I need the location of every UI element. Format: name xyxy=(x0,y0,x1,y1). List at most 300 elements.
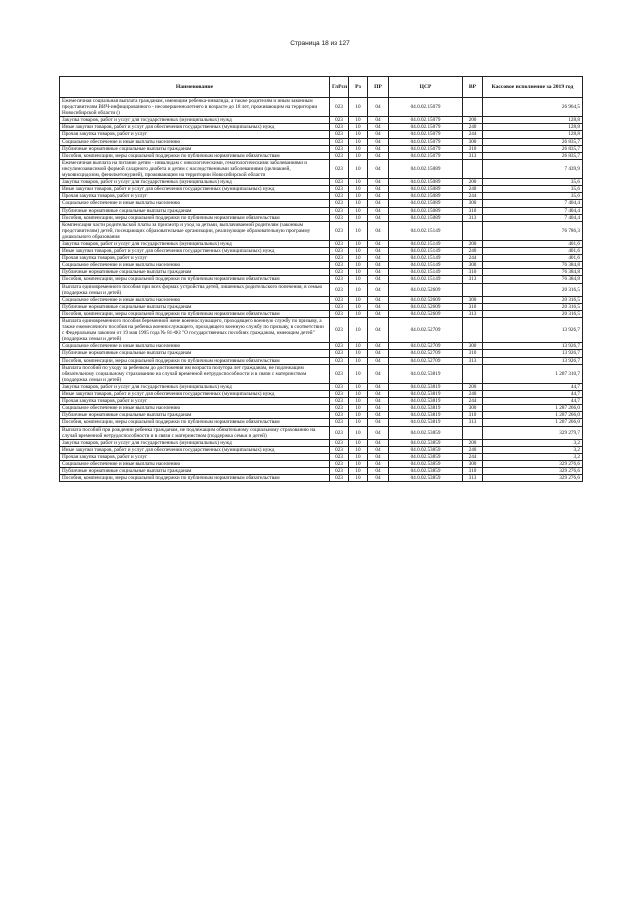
row-vr-cell xyxy=(463,283,483,296)
row-name-cell: Иные закупки товаров, работ и услуг для обеспечения государственных (муниципальных) нужд xyxy=(60,391,330,398)
table-row xyxy=(60,310,583,317)
row-amount-cell: 26 835,7 xyxy=(483,152,583,159)
row-vr-cell: 240 xyxy=(463,248,483,255)
table-row xyxy=(60,419,583,426)
row-grp-cell: 023 xyxy=(330,446,349,453)
row-pr-cell: 04 xyxy=(368,193,389,200)
row-pr-cell: 04 xyxy=(368,262,389,269)
column-header-rz: Рз xyxy=(349,77,368,98)
row-grp-cell: 023 xyxy=(330,460,349,467)
row-csr-cell: 04.0.02.15079 xyxy=(389,124,463,131)
row-pr-cell: 04 xyxy=(368,383,389,390)
row-grp-cell: 023 xyxy=(330,221,349,240)
row-grp-cell: 023 xyxy=(330,152,349,159)
row-amount-cell: 76 384,8 xyxy=(483,276,583,283)
column-header-pr: ПР xyxy=(368,77,389,98)
row-name-cell: Закупка товаров, работ и услуг для государственных (муниципальных) нужд xyxy=(60,383,330,390)
row-grp-cell: 023 xyxy=(330,343,349,350)
row-name-cell: Закупка товаров, работ и услуг для государственных (муниципальных) нужд xyxy=(60,240,330,247)
row-name-cell: Закупка товаров, работ и услуг для государственных (муниципальных) нужд xyxy=(60,179,330,186)
row-name-cell: Прочая закупка товаров, работ и услуг xyxy=(60,131,330,138)
row-csr-cell: 04.0.02.15149 xyxy=(389,262,463,269)
row-amount-cell: 1 287 266,0 xyxy=(483,412,583,419)
row-pr-cell: 04 xyxy=(368,412,389,419)
row-csr-cell: 04.0.02.53819 xyxy=(389,419,463,426)
row-name-cell: Социальное обеспечение и иные выплаты населению xyxy=(60,343,330,350)
row-vr-cell: 310 xyxy=(463,303,483,310)
row-vr-cell xyxy=(463,426,483,439)
row-amount-cell: 44,7 xyxy=(483,391,583,398)
row-grp-cell: 023 xyxy=(330,419,349,426)
row-vr-cell: 300 xyxy=(463,405,483,412)
row-csr-cell: 04.0.02.15089 xyxy=(389,207,463,214)
table-row xyxy=(60,364,583,383)
table-row xyxy=(60,412,583,419)
row-name-cell: Социальное обеспечение и иные выплаты населению xyxy=(60,200,330,207)
row-rz-cell: 10 xyxy=(349,248,368,255)
row-name-cell: Социальное обеспечение и иные выплаты населению xyxy=(60,405,330,412)
row-name-cell: Иные закупки товаров, работ и услуг для обеспечения государственных (муниципальных) нужд xyxy=(60,248,330,255)
row-name-cell: Публичные нормативные социальные выплаты гражданам xyxy=(60,350,330,357)
row-amount-cell: 401,6 xyxy=(483,240,583,247)
budget-table xyxy=(59,76,583,482)
row-grp-cell: 023 xyxy=(330,255,349,262)
row-grp-cell: 023 xyxy=(330,383,349,390)
row-csr-cell: 04.0.02.15149 xyxy=(389,221,463,240)
row-pr-cell: 04 xyxy=(368,303,389,310)
table-row xyxy=(60,200,583,207)
row-rz-cell: 10 xyxy=(349,419,368,426)
row-vr-cell xyxy=(463,221,483,240)
row-amount-cell: 329 276,6 xyxy=(483,468,583,475)
row-pr-cell: 04 xyxy=(368,405,389,412)
row-csr-cell: 04.0.02.15079 xyxy=(389,131,463,138)
row-vr-cell xyxy=(463,159,483,178)
row-vr-cell: 244 xyxy=(463,193,483,200)
row-csr-cell: 04.0.02.53859 xyxy=(389,446,463,453)
row-pr-cell: 04 xyxy=(368,152,389,159)
row-name-cell: Иные закупки товаров, работ и услуг для обеспечения государственных (муниципальных) нужд xyxy=(60,446,330,453)
table-row xyxy=(60,159,583,178)
table-row xyxy=(60,193,583,200)
row-grp-cell: 023 xyxy=(330,283,349,296)
row-rz-cell: 10 xyxy=(349,475,368,482)
row-vr-cell: 313 xyxy=(463,214,483,221)
row-vr-cell: 310 xyxy=(463,145,483,152)
row-amount-cell: 3,2 xyxy=(483,453,583,460)
row-rz-cell: 10 xyxy=(349,412,368,419)
row-vr-cell xyxy=(463,318,483,343)
row-name-cell: Выплата единовременного пособия беременной жене военнослужащего, проходящего военную службу по призыву, а также ежемесячного пособия на ребенка военнослужащего, проходящего военную службу по призыву, в соответствии с Федеральным законом от 19 мая 1995 года № 81-ФЗ "О государственных пособиях гражданам, имеющим детей" (поддержка семьи и детей) xyxy=(60,318,330,343)
row-grp-cell: 023 xyxy=(330,145,349,152)
row-grp-cell: 023 xyxy=(330,426,349,439)
table-row xyxy=(60,269,583,276)
row-pr-cell: 04 xyxy=(368,240,389,247)
column-header-vr: ВР xyxy=(463,77,483,98)
row-name-cell: Иные закупки товаров, работ и услуг для обеспечения государственных (муниципальных) нужд xyxy=(60,124,330,131)
row-grp-cell: 023 xyxy=(330,159,349,178)
row-rz-cell: 10 xyxy=(349,453,368,460)
row-rz-cell: 10 xyxy=(349,398,368,405)
row-amount-cell: 128,8 xyxy=(483,124,583,131)
column-header-grp: ГлРсп xyxy=(330,77,349,98)
table-row xyxy=(60,453,583,460)
row-vr-cell: 200 xyxy=(463,117,483,124)
row-amount-cell: 44,7 xyxy=(483,398,583,405)
row-pr-cell: 04 xyxy=(368,255,389,262)
row-vr-cell: 313 xyxy=(463,310,483,317)
row-pr-cell: 04 xyxy=(368,460,389,467)
table-row xyxy=(60,357,583,364)
table-row xyxy=(60,468,583,475)
row-vr-cell: 310 xyxy=(463,207,483,214)
table-header-row xyxy=(60,77,583,98)
table-row xyxy=(60,98,583,117)
row-grp-cell: 023 xyxy=(330,350,349,357)
row-rz-cell: 10 xyxy=(349,446,368,453)
row-amount-cell: 76 384,8 xyxy=(483,262,583,269)
row-amount-cell: 3,2 xyxy=(483,439,583,446)
row-csr-cell: 04.0.02.15079 xyxy=(389,145,463,152)
row-amount-cell: 3,2 xyxy=(483,446,583,453)
row-pr-cell: 04 xyxy=(368,131,389,138)
row-pr-cell: 04 xyxy=(368,124,389,131)
row-vr-cell: 200 xyxy=(463,179,483,186)
row-vr-cell: 244 xyxy=(463,398,483,405)
row-amount-cell: 401,6 xyxy=(483,248,583,255)
row-pr-cell: 04 xyxy=(368,200,389,207)
row-rz-cell: 10 xyxy=(349,138,368,145)
row-pr-cell: 04 xyxy=(368,318,389,343)
row-vr-cell: 240 xyxy=(463,186,483,193)
row-name-cell: Выплата пособий по уходу за ребенком до достижения им возраста полутора лет гражданам, не подлежащим обязательному социальному страхованию на случай временной нетрудоспособности и в связи с материнством (поддержка семьи и детей) xyxy=(60,364,330,383)
table-row xyxy=(60,152,583,159)
row-vr-cell: 313 xyxy=(463,419,483,426)
row-pr-cell: 04 xyxy=(368,310,389,317)
row-vr-cell: 200 xyxy=(463,439,483,446)
row-name-cell: Ежемесячная социальная выплата гражданам, имеющим ребенка-инвалида, а также родителям и иным законным представителям ВИЧ-инфицированного - несовершеннолетнего в возрасте до 18 лет, проживающим на территории Новосибирской области () xyxy=(60,98,330,117)
table-row xyxy=(60,262,583,269)
row-grp-cell: 023 xyxy=(330,468,349,475)
table-row xyxy=(60,439,583,446)
table-row xyxy=(60,145,583,152)
row-amount-cell: 20 316,5 xyxy=(483,310,583,317)
row-pr-cell: 04 xyxy=(368,145,389,152)
table-row xyxy=(60,138,583,145)
row-pr-cell: 04 xyxy=(368,296,389,303)
row-pr-cell: 04 xyxy=(368,159,389,178)
row-csr-cell: 04.0.02.15079 xyxy=(389,117,463,124)
row-name-cell: Ежемесячная выплата на питание детям - инвалидам с онкологическими, гематологическими заболеваниями и инсулинозависимой формой сахарного диабета и детям с наследственными заболеваниями (целиакией, муковисцидозом, фенилкетонурией), проживающим на территории Новосибирской области xyxy=(60,159,330,178)
row-name-cell: Прочая закупка товаров, работ и услуг xyxy=(60,453,330,460)
row-amount-cell: 26 964,5 xyxy=(483,98,583,117)
page-number-header: Страница 18 из 127 xyxy=(290,40,350,47)
row-csr-cell: 04.0.02.15149 xyxy=(389,269,463,276)
row-amount-cell: 26 835,7 xyxy=(483,138,583,145)
row-vr-cell: 200 xyxy=(463,240,483,247)
row-pr-cell: 04 xyxy=(368,426,389,439)
row-rz-cell: 10 xyxy=(349,240,368,247)
row-grp-cell: 023 xyxy=(330,412,349,419)
row-vr-cell: 313 xyxy=(463,475,483,482)
table-row xyxy=(60,391,583,398)
row-grp-cell: 023 xyxy=(330,276,349,283)
row-pr-cell: 04 xyxy=(368,221,389,240)
row-pr-cell: 04 xyxy=(368,468,389,475)
row-grp-cell: 023 xyxy=(330,391,349,398)
row-amount-cell: 7 404,4 xyxy=(483,207,583,214)
table-row xyxy=(60,214,583,221)
row-csr-cell: 04.0.02.15089 xyxy=(389,186,463,193)
row-rz-cell: 10 xyxy=(349,145,368,152)
table-row xyxy=(60,303,583,310)
row-name-cell: Социальное обеспечение и иные выплаты населению xyxy=(60,262,330,269)
row-pr-cell: 04 xyxy=(368,248,389,255)
row-grp-cell: 023 xyxy=(330,303,349,310)
row-name-cell: Публичные нормативные социальные выплаты гражданам xyxy=(60,207,330,214)
row-grp-cell: 023 xyxy=(330,318,349,343)
row-amount-cell: 329 279,7 xyxy=(483,426,583,439)
row-name-cell: Пособия, компенсации, меры социальной поддержки по публичным нормативным обязательствам xyxy=(60,419,330,426)
row-pr-cell: 04 xyxy=(368,350,389,357)
row-rz-cell: 10 xyxy=(349,193,368,200)
row-rz-cell: 10 xyxy=(349,131,368,138)
column-header-amount: Кассовое исполнение за 2019 год xyxy=(483,77,583,98)
row-rz-cell: 10 xyxy=(349,318,368,343)
row-vr-cell: 300 xyxy=(463,200,483,207)
row-vr-cell: 240 xyxy=(463,446,483,453)
row-grp-cell: 023 xyxy=(330,117,349,124)
row-csr-cell: 04.0.02.52709 xyxy=(389,357,463,364)
row-amount-cell: 13 926,7 xyxy=(483,318,583,343)
row-pr-cell: 04 xyxy=(368,475,389,482)
row-pr-cell: 04 xyxy=(368,398,389,405)
column-header-csr: ЦСР xyxy=(389,77,463,98)
table-row xyxy=(60,131,583,138)
row-csr-cell: 04.0.02.53859 xyxy=(389,439,463,446)
row-name-cell: Пособия, компенсации, меры социальной поддержки по публичным нормативным обязательствам xyxy=(60,475,330,482)
row-amount-cell: 26 835,7 xyxy=(483,145,583,152)
row-vr-cell: 310 xyxy=(463,350,483,357)
row-rz-cell: 10 xyxy=(349,383,368,390)
row-amount-cell: 76 786,3 xyxy=(483,221,583,240)
row-rz-cell: 10 xyxy=(349,98,368,117)
row-amount-cell: 20 316,5 xyxy=(483,283,583,296)
row-rz-cell: 10 xyxy=(349,426,368,439)
row-grp-cell: 023 xyxy=(330,207,349,214)
table-row xyxy=(60,426,583,439)
row-amount-cell: 35,6 xyxy=(483,179,583,186)
row-grp-cell: 023 xyxy=(330,200,349,207)
row-name-cell: Прочая закупка товаров, работ и услуг xyxy=(60,255,330,262)
row-amount-cell: 128,8 xyxy=(483,131,583,138)
table-row xyxy=(60,460,583,467)
row-vr-cell: 313 xyxy=(463,357,483,364)
row-rz-cell: 10 xyxy=(349,221,368,240)
row-rz-cell: 10 xyxy=(349,152,368,159)
row-name-cell: Закупка товаров, работ и услуг для государственных (муниципальных) нужд xyxy=(60,439,330,446)
row-name-cell: Социальное обеспечение и иные выплаты населению xyxy=(60,296,330,303)
table-row xyxy=(60,296,583,303)
column-header-name: Наименование xyxy=(60,77,330,98)
row-grp-cell: 023 xyxy=(330,405,349,412)
row-vr-cell: 200 xyxy=(463,383,483,390)
row-vr-cell: 244 xyxy=(463,131,483,138)
row-csr-cell: 04.0.02.52709 xyxy=(389,343,463,350)
row-csr-cell: 04.0.02.52709 xyxy=(389,318,463,343)
row-pr-cell: 04 xyxy=(368,186,389,193)
row-rz-cell: 10 xyxy=(349,269,368,276)
row-vr-cell: 244 xyxy=(463,453,483,460)
row-csr-cell: 04.0.02.15089 xyxy=(389,179,463,186)
row-name-cell: Публичные нормативные социальные выплаты гражданам xyxy=(60,412,330,419)
row-csr-cell: 04.0.02.15079 xyxy=(389,138,463,145)
row-rz-cell: 10 xyxy=(349,460,368,467)
row-rz-cell: 10 xyxy=(349,364,368,383)
row-rz-cell: 10 xyxy=(349,310,368,317)
row-pr-cell: 04 xyxy=(368,214,389,221)
table-row xyxy=(60,248,583,255)
row-vr-cell: 300 xyxy=(463,460,483,467)
row-rz-cell: 10 xyxy=(349,179,368,186)
table-row xyxy=(60,240,583,247)
row-grp-cell: 023 xyxy=(330,240,349,247)
row-rz-cell: 10 xyxy=(349,343,368,350)
row-pr-cell: 04 xyxy=(368,117,389,124)
row-rz-cell: 10 xyxy=(349,207,368,214)
row-name-cell: Выплата пособий при рождении ребенка гражданам, не подлежащим обязательному социальному страхованию на случай временной нетрудоспособности и в связи с материнством (поддержка семьи и детей) xyxy=(60,426,330,439)
row-csr-cell: 04.0.02.15149 xyxy=(389,248,463,255)
row-pr-cell: 04 xyxy=(368,276,389,283)
row-pr-cell: 04 xyxy=(368,343,389,350)
row-rz-cell: 10 xyxy=(349,200,368,207)
row-grp-cell: 023 xyxy=(330,364,349,383)
row-rz-cell: 10 xyxy=(349,357,368,364)
row-rz-cell: 10 xyxy=(349,214,368,221)
row-pr-cell: 04 xyxy=(368,138,389,145)
row-name-cell: Пособия, компенсации, меры социальной поддержки по публичным нормативным обязательствам xyxy=(60,214,330,221)
table-row xyxy=(60,318,583,343)
row-rz-cell: 10 xyxy=(349,296,368,303)
row-vr-cell: 313 xyxy=(463,152,483,159)
row-name-cell: Социальное обеспечение и иные выплаты населению xyxy=(60,460,330,467)
table-row xyxy=(60,186,583,193)
row-csr-cell: 04.0.02.15149 xyxy=(389,240,463,247)
row-csr-cell: 04.0.02.53859 xyxy=(389,426,463,439)
row-pr-cell: 04 xyxy=(368,419,389,426)
row-amount-cell: 401,6 xyxy=(483,255,583,262)
row-amount-cell: 1 287 266,0 xyxy=(483,419,583,426)
row-rz-cell: 10 xyxy=(349,439,368,446)
row-pr-cell: 04 xyxy=(368,391,389,398)
row-pr-cell: 04 xyxy=(368,357,389,364)
row-name-cell: Публичные нормативные социальные выплаты гражданам xyxy=(60,303,330,310)
row-pr-cell: 04 xyxy=(368,364,389,383)
table-row xyxy=(60,398,583,405)
row-amount-cell: 329 276,6 xyxy=(483,475,583,482)
row-rz-cell: 10 xyxy=(349,303,368,310)
row-name-cell: Социальное обеспечение и иные выплаты населению xyxy=(60,138,330,145)
row-rz-cell: 10 xyxy=(349,186,368,193)
row-amount-cell: 44,7 xyxy=(483,383,583,390)
row-grp-cell: 023 xyxy=(330,439,349,446)
row-csr-cell: 04.0.02.52609 xyxy=(389,303,463,310)
row-csr-cell: 04.0.02.53819 xyxy=(389,412,463,419)
row-csr-cell: 04.0.02.53819 xyxy=(389,405,463,412)
row-rz-cell: 10 xyxy=(349,283,368,296)
row-grp-cell: 023 xyxy=(330,475,349,482)
row-grp-cell: 023 xyxy=(330,248,349,255)
row-amount-cell: 35,6 xyxy=(483,186,583,193)
row-pr-cell: 04 xyxy=(368,98,389,117)
row-grp-cell: 023 xyxy=(330,214,349,221)
row-csr-cell: 04.0.02.52609 xyxy=(389,296,463,303)
row-name-cell: Иные закупки товаров, работ и услуг для обеспечения государственных (муниципальных) нужд xyxy=(60,186,330,193)
row-vr-cell: 313 xyxy=(463,276,483,283)
row-vr-cell: 240 xyxy=(463,124,483,131)
table-row xyxy=(60,350,583,357)
row-rz-cell: 10 xyxy=(349,405,368,412)
table-row xyxy=(60,343,583,350)
table-row xyxy=(60,179,583,186)
row-amount-cell: 13 926,7 xyxy=(483,357,583,364)
table-row xyxy=(60,255,583,262)
row-grp-cell: 023 xyxy=(330,262,349,269)
table-row xyxy=(60,124,583,131)
row-csr-cell: 04.0.02.15089 xyxy=(389,159,463,178)
row-csr-cell: 04.0.02.53859 xyxy=(389,460,463,467)
row-name-cell: Выплата единовременного пособия при всех формах устройства детей, лишенных родительского попечения, в семью (поддержка семьи и детей) xyxy=(60,283,330,296)
row-vr-cell: 300 xyxy=(463,343,483,350)
row-amount-cell: 128,8 xyxy=(483,117,583,124)
row-grp-cell: 023 xyxy=(330,357,349,364)
table-row xyxy=(60,117,583,124)
row-name-cell: Публичные нормативные социальные выплаты гражданам xyxy=(60,145,330,152)
row-grp-cell: 023 xyxy=(330,193,349,200)
row-name-cell: Пособия, компенсации, меры социальной поддержки по публичным нормативным обязательствам xyxy=(60,276,330,283)
row-grp-cell: 023 xyxy=(330,310,349,317)
row-amount-cell: 76 384,8 xyxy=(483,269,583,276)
row-vr-cell: 310 xyxy=(463,412,483,419)
row-vr-cell: 300 xyxy=(463,262,483,269)
row-vr-cell: 244 xyxy=(463,255,483,262)
row-name-cell: Пособия, компенсации, меры социальной поддержки по публичным нормативным обязательствам xyxy=(60,310,330,317)
row-name-cell: Публичные нормативные социальные выплаты гражданам xyxy=(60,468,330,475)
row-pr-cell: 04 xyxy=(368,439,389,446)
row-grp-cell: 023 xyxy=(330,131,349,138)
row-grp-cell: 023 xyxy=(330,398,349,405)
row-name-cell: Прочая закупка товаров, работ и услуг xyxy=(60,398,330,405)
row-amount-cell: 20 316,5 xyxy=(483,303,583,310)
row-grp-cell: 023 xyxy=(330,453,349,460)
row-vr-cell xyxy=(463,98,483,117)
row-name-cell: Закупка товаров, работ и услуг для государственных (муниципальных) нужд xyxy=(60,117,330,124)
table-row xyxy=(60,446,583,453)
row-vr-cell: 300 xyxy=(463,296,483,303)
row-grp-cell: 023 xyxy=(330,186,349,193)
row-name-cell: Компенсация части родительской платы за присмотр и уход за детьми, выплачиваемой родителям (законным представителям) детей, посещающих образовательные организации, реализующие образовательную программу дошкольного образования xyxy=(60,221,330,240)
row-amount-cell: 1 287 310,7 xyxy=(483,364,583,383)
row-vr-cell: 310 xyxy=(463,269,483,276)
row-csr-cell: 04.0.02.52709 xyxy=(389,350,463,357)
row-csr-cell: 04.0.02.53859 xyxy=(389,453,463,460)
table-row xyxy=(60,383,583,390)
row-vr-cell: 300 xyxy=(463,138,483,145)
row-csr-cell: 04.0.02.52609 xyxy=(389,310,463,317)
row-grp-cell: 023 xyxy=(330,124,349,131)
row-rz-cell: 10 xyxy=(349,255,368,262)
row-pr-cell: 04 xyxy=(368,283,389,296)
